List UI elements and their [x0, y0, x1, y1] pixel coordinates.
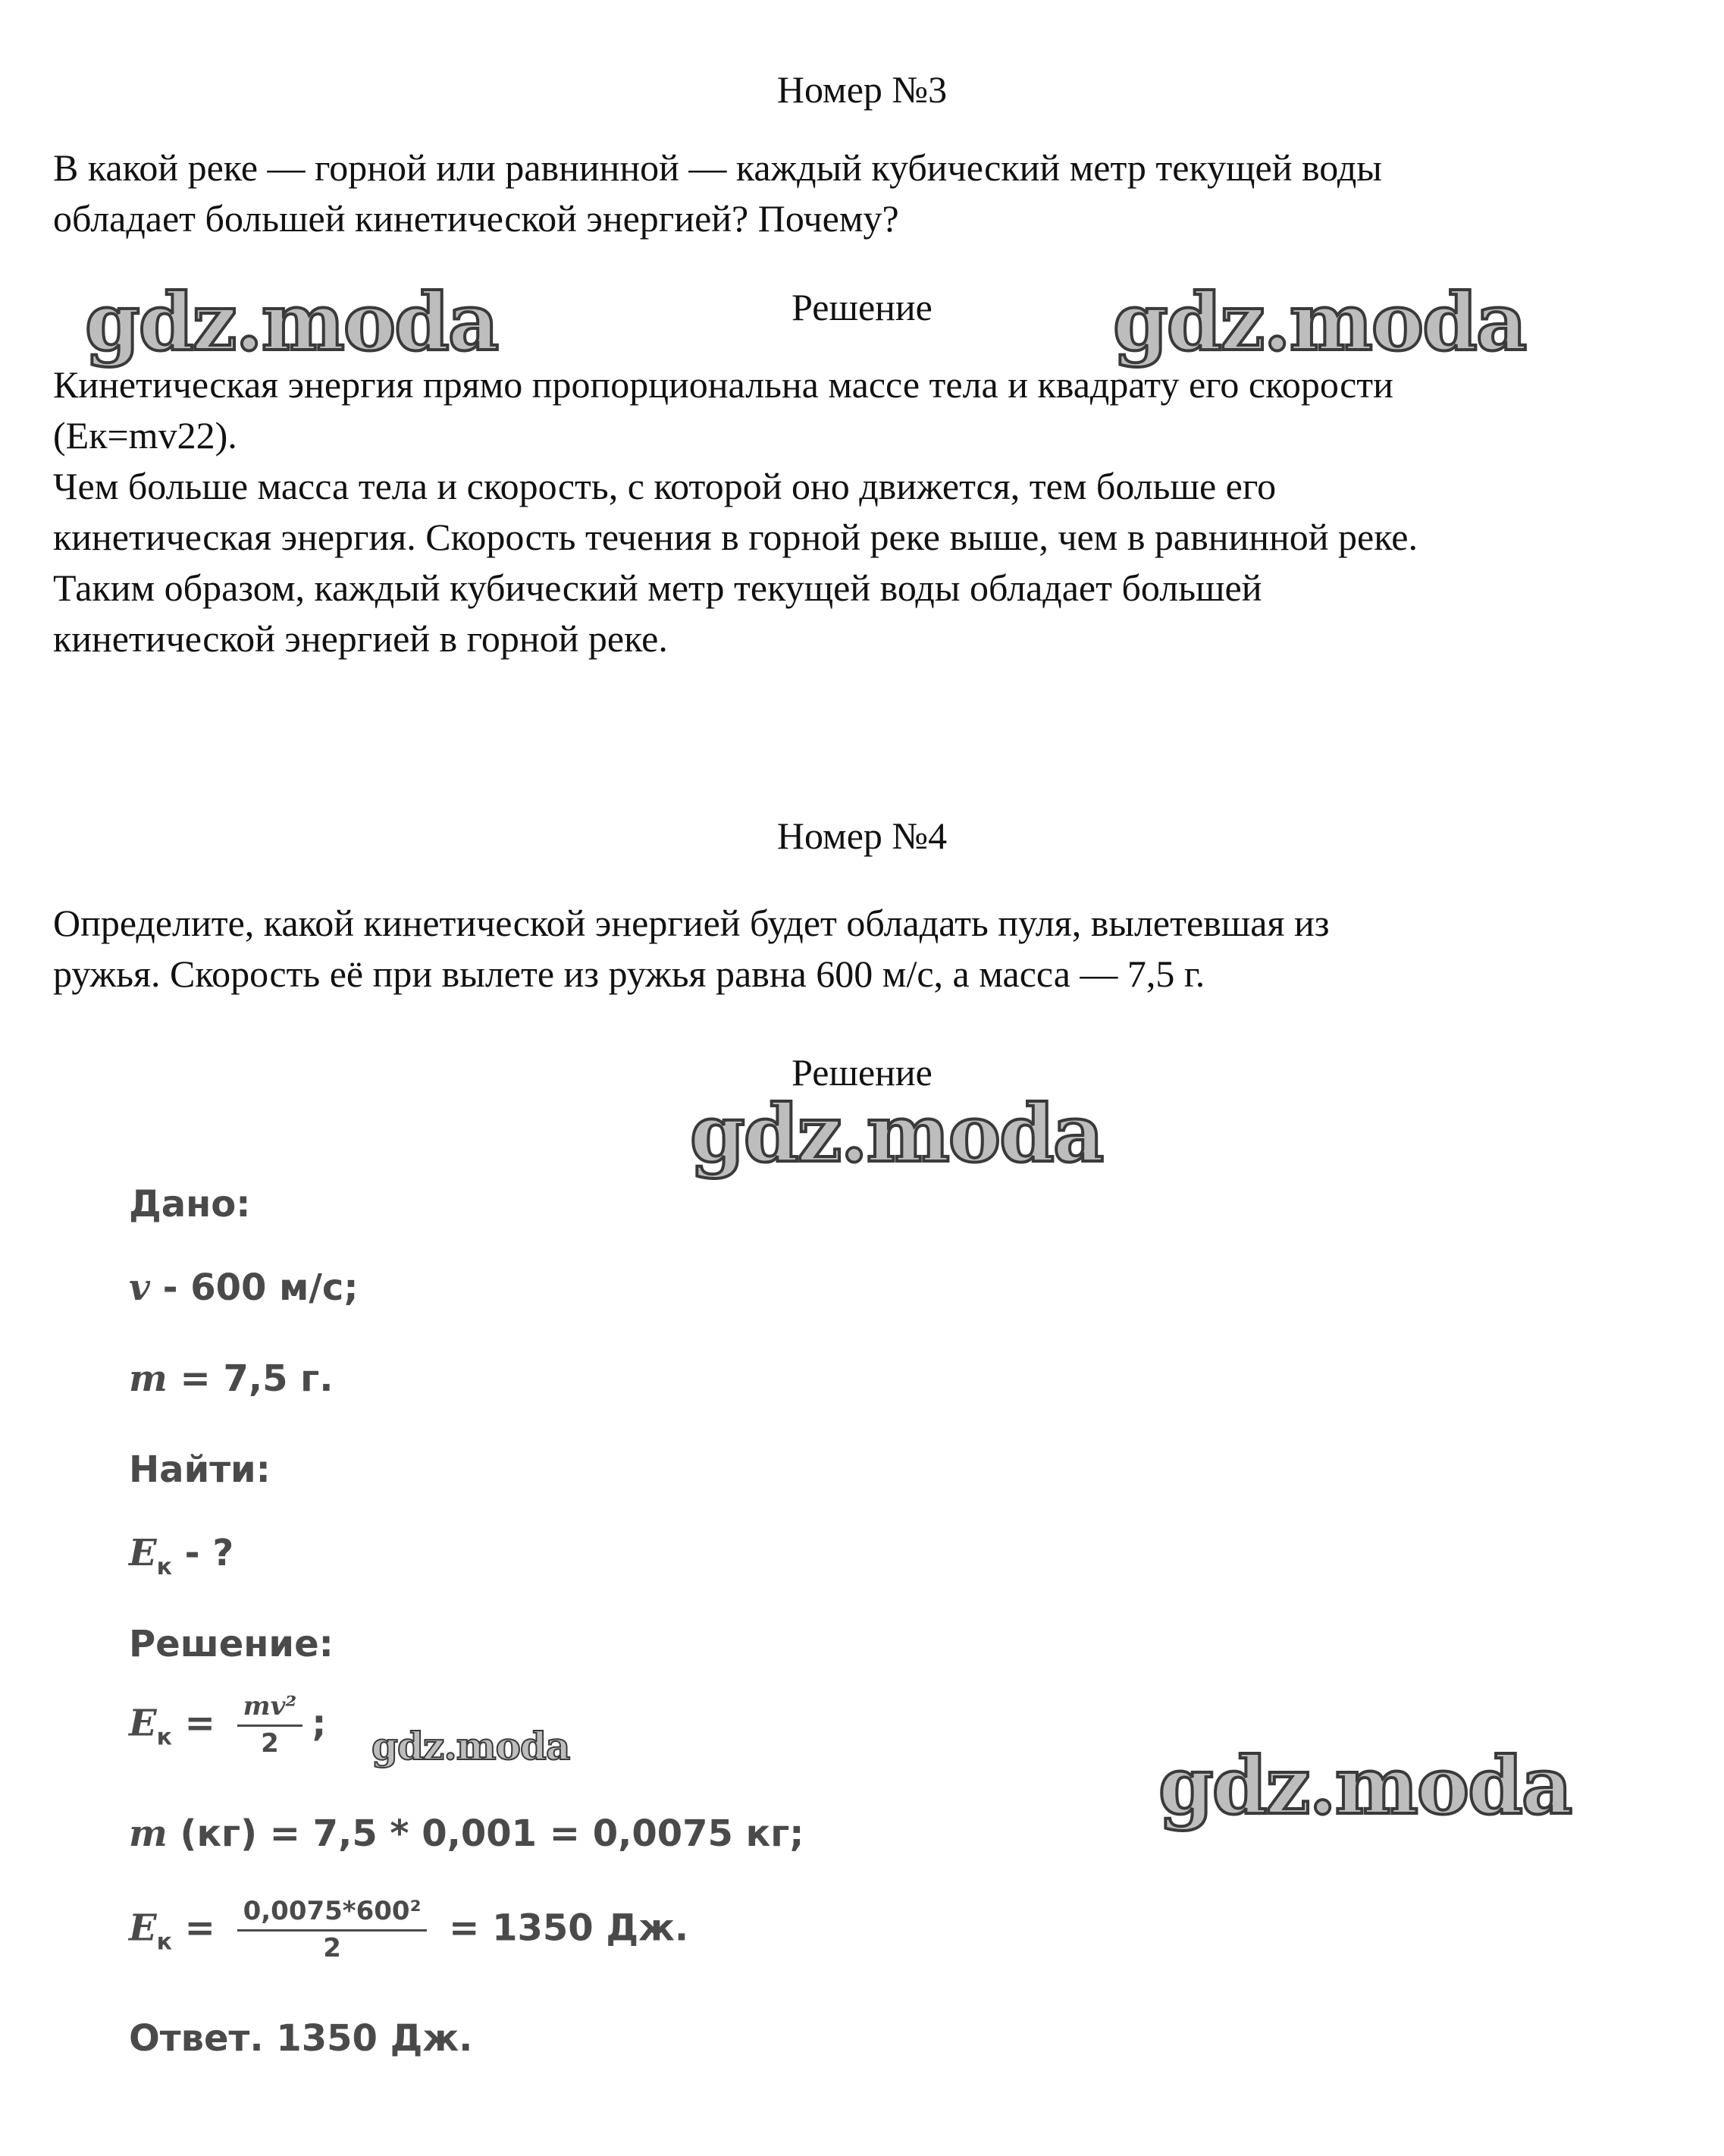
problem3-answer-line: Таким образом, каждый кубический метр текущей воды обладает большей — [53, 566, 1262, 609]
problem3-answer-line: кинетической энергией в горной реке. — [53, 617, 668, 660]
e-symbol: E — [129, 1907, 157, 1950]
e-subscript: к — [156, 1724, 172, 1751]
mass-conversion-value: (кг) = 7,5 * 0,001 = 0,0075 кг; — [167, 1812, 804, 1855]
problem3-answer-line: кинетическая энергия. Скорость течения в горной реке выше, чем в равнинной реке. — [53, 516, 1418, 558]
formula-denominator: 2 — [261, 1728, 279, 1759]
calc-fraction — [237, 1896, 428, 1965]
watermark-logo: gdz.moda — [1158, 1739, 1572, 1832]
find-value: - ? — [171, 1532, 234, 1574]
calc-denominator: 2 — [323, 1933, 341, 1963]
e-symbol: E — [129, 1532, 157, 1574]
formula-fraction — [237, 1691, 303, 1760]
given-label: Дано: — [129, 1183, 251, 1225]
problem3-answer-line: (Ек=mv22). — [53, 414, 237, 457]
problem3-title: Номер №3 — [776, 68, 948, 111]
e-subscript: к — [156, 1928, 172, 1956]
problem3-answer — [53, 359, 1698, 664]
equals-sign: = — [171, 1702, 228, 1745]
formula-tail: ; — [312, 1702, 327, 1745]
calc-numerator: 0,0075*600² — [237, 1896, 428, 1932]
problem3-question-line: В какой реке — горной или равнинной — каждый кубический метр текущей воды — [53, 146, 1382, 189]
problem4-title: Номер №4 — [776, 814, 948, 857]
problem4-solution-heading: Решение — [791, 1051, 933, 1094]
v-symbol: v — [129, 1266, 150, 1309]
problem3-answer-line: Кинетическая энергия прямо пропорциональна массе тела и квадрату его скорости — [53, 363, 1393, 406]
problem3-answer-line: Чем больше масса тела и скорость, с которой оно движется, тем больше его — [53, 465, 1277, 507]
problem3-question-line: обладает большей кинетической энергией? Почему? — [53, 197, 899, 240]
problem4-question-line: ружья. Скорость её при вылете из ружья равна 600 м/с, а масса — 7,5 г. — [53, 952, 1205, 995]
problem4-question — [53, 898, 1698, 1000]
equals-sign: = — [171, 1907, 228, 1950]
v-value: - 600 м/с; — [149, 1266, 359, 1309]
solution-image — [121, 1168, 804, 2085]
solution-label: Решение: — [129, 1623, 334, 1665]
energy-formula — [129, 1691, 326, 1760]
formula-numerator: mv² — [237, 1691, 303, 1727]
watermark-logo: gdz.moda — [690, 1087, 1103, 1180]
answer-line: Ответ. 1350 Дж. — [129, 2017, 473, 2060]
problem3-solution-heading: Решение — [791, 286, 933, 328]
m-symbol: m — [129, 1812, 168, 1855]
m-value: = 7,5 г. — [167, 1357, 334, 1400]
mass-conversion — [129, 1812, 804, 1855]
e-symbol: E — [129, 1702, 157, 1745]
problem4-question-line: Определите, какой кинетической энергией будет обладать пуля, вылетевшая из — [53, 902, 1330, 944]
energy-calculation — [129, 1896, 688, 1965]
find-energy — [129, 1532, 234, 1580]
problem3-question — [53, 143, 1698, 244]
watermark-logo: gdz.moda — [85, 275, 498, 369]
watermark-logo: gdz.moda — [1113, 275, 1526, 369]
find-label: Найти: — [129, 1448, 271, 1491]
calc-result: = 1350 Дж. — [436, 1907, 689, 1950]
watermark-logo: gdz.moda — [371, 1724, 570, 1768]
given-mass — [129, 1357, 334, 1400]
e-subscript: к — [156, 1554, 172, 1580]
given-velocity — [129, 1266, 359, 1309]
m-symbol: m — [129, 1357, 168, 1400]
